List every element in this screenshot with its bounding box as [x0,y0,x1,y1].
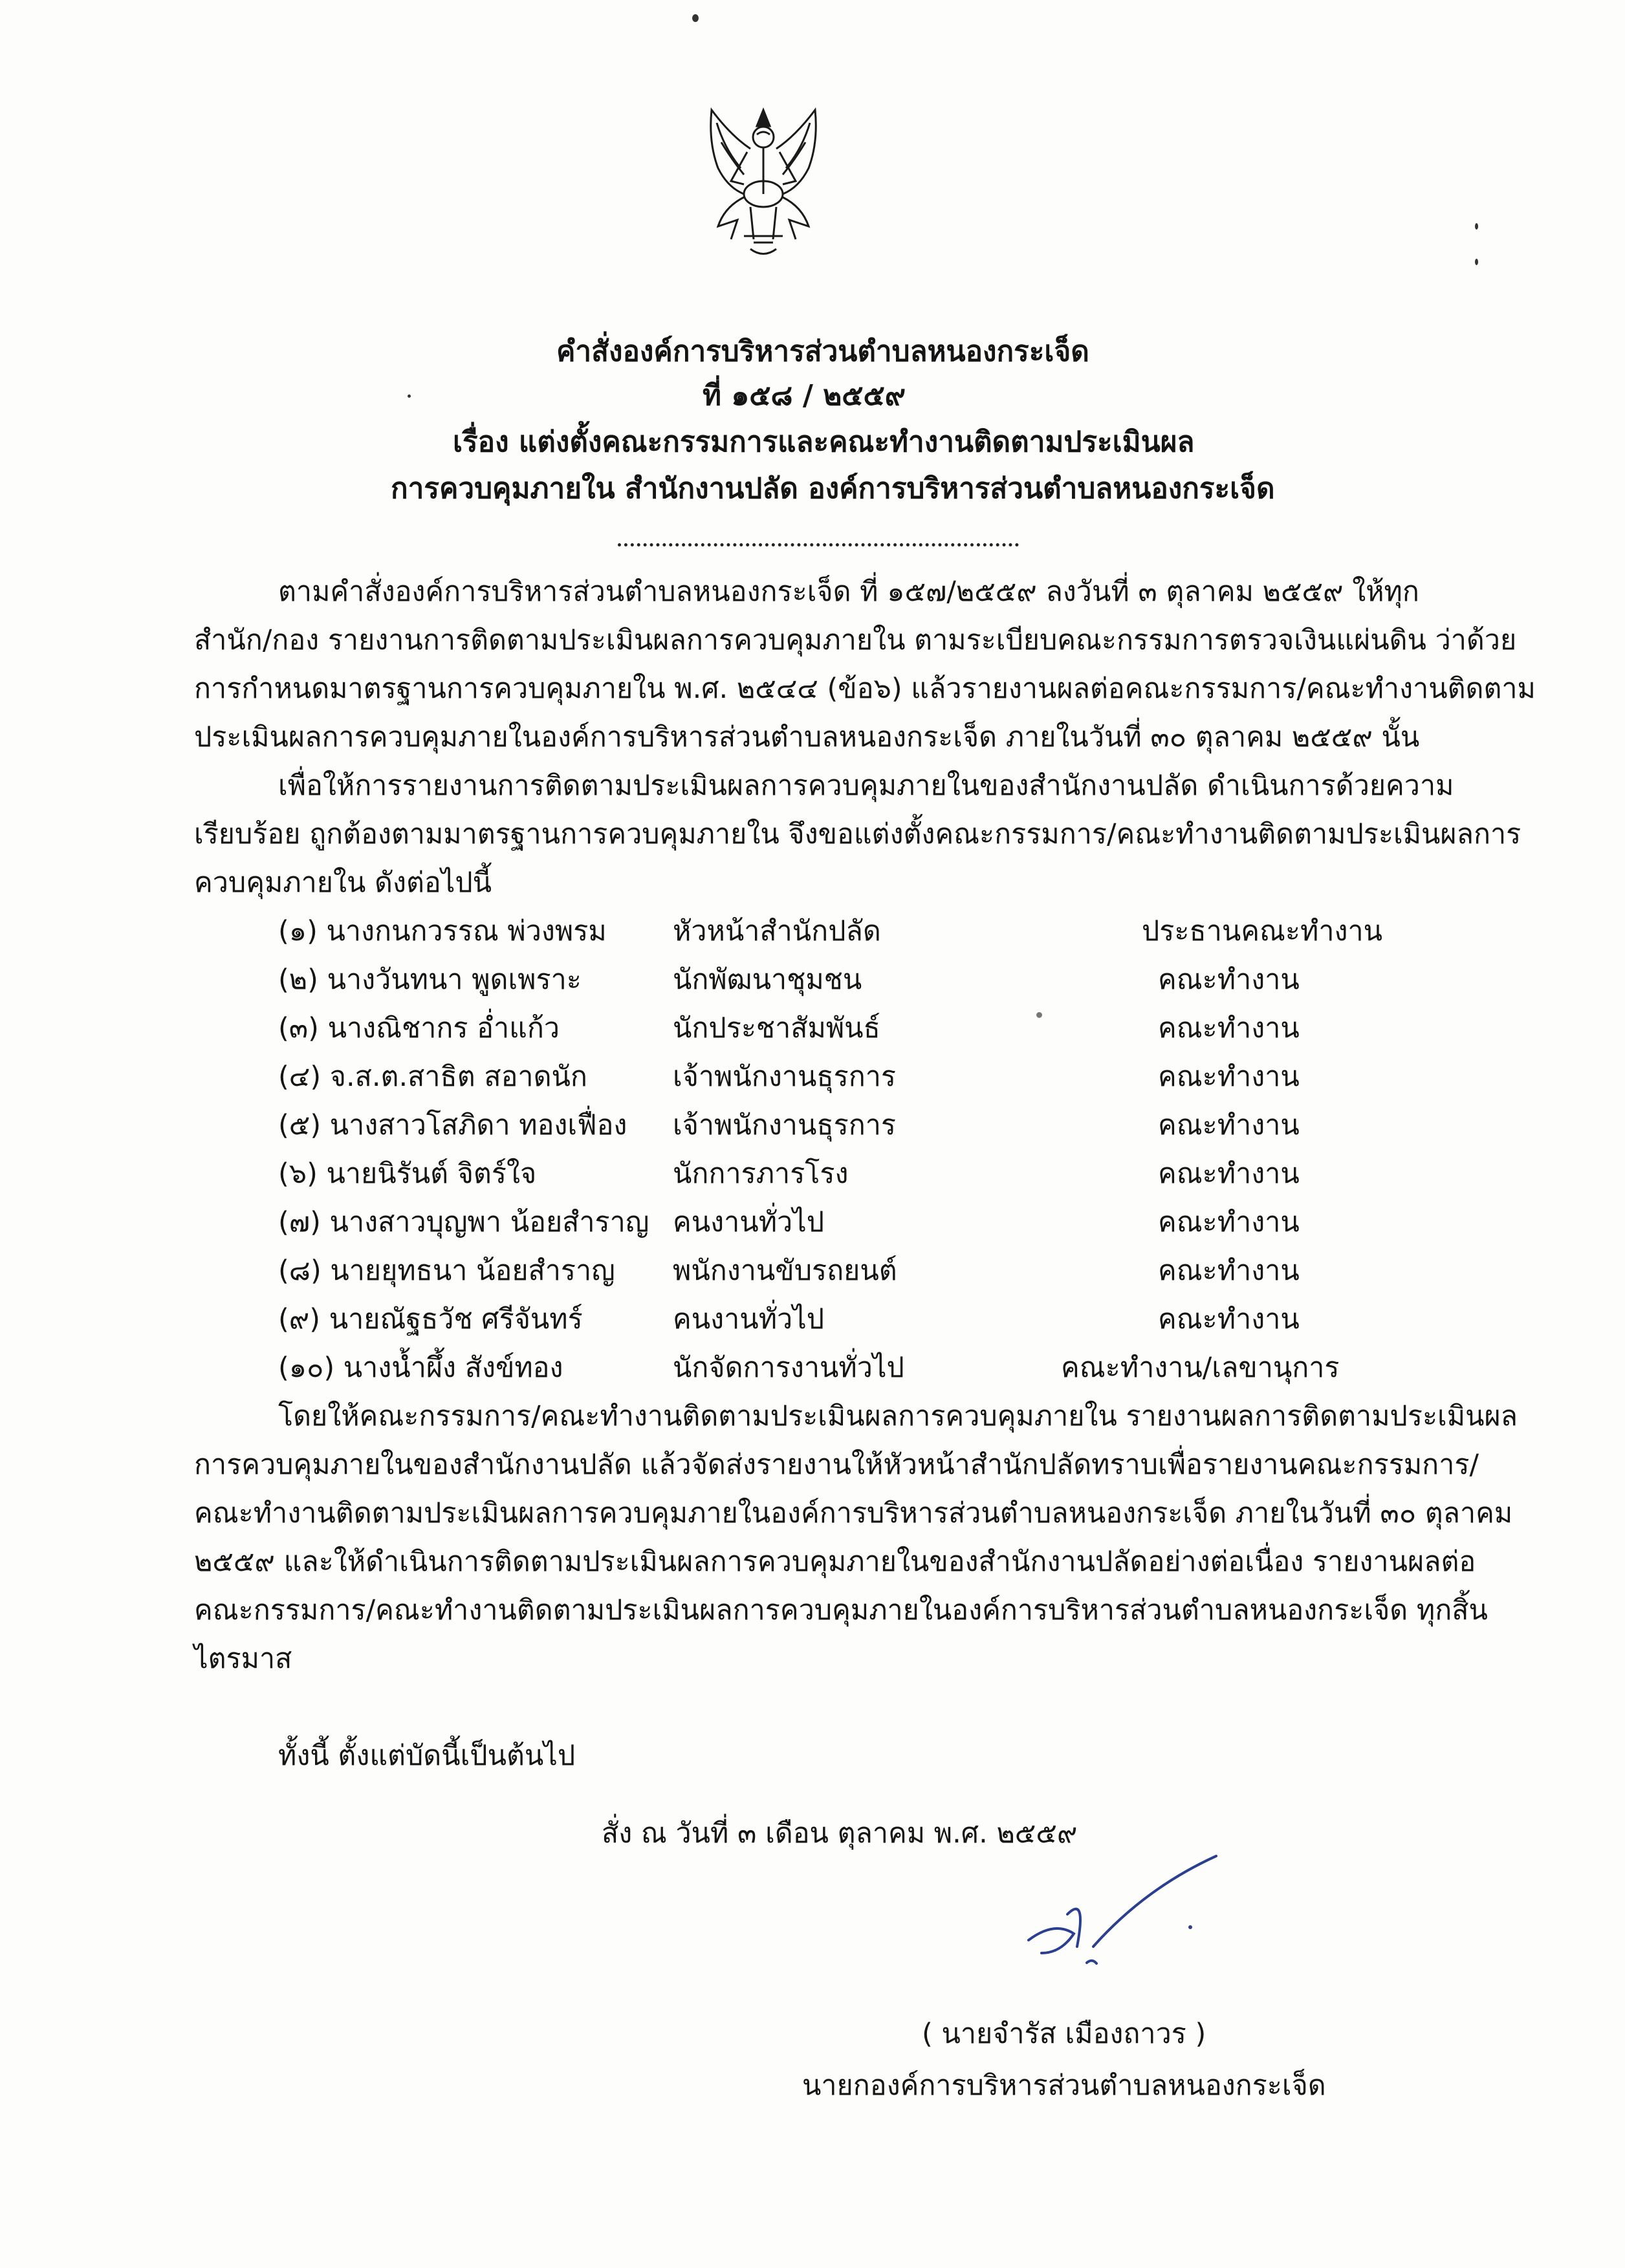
member-position: คนงานทั่วไป [673,1303,825,1335]
scan-speck [692,14,699,22]
paragraph-3-line-3: คณะทำงานติดตามประเมินผลการควบคุมภายในองค์การบริหารส่วนตำบลหนองกระเจ็ด ภายในวันที่ ๓๐ ตุลาคม [194,1497,1513,1529]
member-position: เจ้าพนักงานธุรการ [673,1109,896,1141]
member-name: (๑) นางกนกวรรณ พ่วงพรม [278,915,607,947]
member-name: (๓) นางณิชากร อ่ำแก้ว [278,1012,560,1044]
member-role: คณะทำงาน [1158,1255,1300,1287]
paragraph-1-line-3: การกำหนดมาตรฐานการควบคุมภายใน พ.ศ. ๒๕๔๔ (ข้อ๖) แล้วรายงานผลต่อคณะกรรมการ/คณะทำงานติดตาม [194,673,1536,705]
member-role: คณะทำงาน [1158,964,1300,996]
signatory-name: ( นายจำรัส เมืองถาวร ) [922,2018,1206,2050]
handwritten-signature [1016,1850,1236,1979]
member-role: คณะทำงาน [1158,1303,1300,1335]
member-role: คณะทำงาน [1158,1206,1300,1238]
scan-speck [1036,1012,1042,1018]
paragraph-1-line-1: ตามคำสั่งองค์การบริหารส่วนตำบลหนองกระเจ็ด ที่ ๑๕๗/๒๕๕๙ ลงวันที่ ๓ ตุลาคม ๒๕๕๙ ให้ทุก [278,576,1419,608]
order-subject-line-1: เรื่อง แต่งตั้งคณะกรรมการและคณะทำงานติดตามประเมินผล [453,426,1195,459]
order-number: ที่ ๑๕๘ / ๒๕๕๙ [703,379,906,412]
effective-statement: ทั้งนี้ ตั้งแต่บัดนี้เป็นต้นไป [278,1740,576,1772]
member-name: (๕) นางสาวโสภิดา ทองเฟื่อง [278,1109,627,1141]
scan-speck [408,394,411,398]
paragraph-2-line-1: เพื่อให้การรายงานการติดตามประเมินผลการควบคุมภายในของสำนักงานปลัด ดำเนินการด้วยความ [278,770,1454,802]
member-position: นักการภารโรง [673,1158,849,1190]
member-name: (๙) นายณัฐธวัช ศรีจันทร์ [278,1303,583,1335]
member-position: หัวหน้าสำนักปลัด [673,915,881,947]
paragraph-2-line-3: ควบคุมภายใน ดังต่อไปนี้ [194,867,492,899]
member-name: (๗) นางสาวบุญพา น้อยสำราญ [278,1206,649,1238]
member-name: (๒) นางวันทนา พูดเพราะ [278,964,582,996]
scan-speck [1475,259,1478,265]
paragraph-3-line-5: คณะกรรมการ/คณะทำงานติดตามประเมินผลการควบคุมภายในองค์การบริหารส่วนตำบลหนองกระเจ็ด ทุกสิ้น [194,1594,1488,1626]
scan-speck [1475,223,1478,230]
paragraph-1-line-2: สำนัก/กอง รายงานการติดตามประเมินผลการควบคุมภายใน ตามระเบียบคณะกรรมการตรวจเงินแผ่นดิน ว่าด้วย [194,624,1517,656]
member-role: คณะทำงาน [1158,1158,1300,1190]
member-role: คณะทำงาน [1158,1109,1300,1141]
member-role: คณะทำงาน/เลขานุการ [1061,1352,1340,1384]
paragraph-1-line-4: ประเมินผลการควบคุมภายในองค์การบริหารส่วนตำบลหนองกระเจ็ด ภายในวันที่ ๓๐ ตุลาคม ๒๕๕๙ นั้น [194,721,1420,753]
member-position: นักประชาสัมพันธ์ [673,1012,880,1044]
member-name: (๔) จ.ส.ต.สาธิต สอาดนัก [278,1061,587,1093]
paragraph-3-line-1: โดยให้คณะกรรมการ/คณะทำงานติดตามประเมินผลการควบคุมภายใน รายงานผลการติดตามประเมินผล [278,1400,1518,1432]
order-subject-line-2: การควบคุมภายใน สำนักงานปลัด องค์การบริหารส่วนตำบลหนองกระเจ็ด [391,472,1275,505]
order-issuer: คำสั่งองค์การบริหารส่วนตำบลหนองกระเจ็ด [556,335,1089,368]
paragraph-3-line-2: การควบคุมภายในของสำนักงานปลัด แล้วจัดส่งรายงานให้หัวหน้าสำนักปลัดทราบเพื่อรายงานคณะกรรมการ/ [194,1449,1479,1481]
member-position: นักจัดการงานทั่วไป [673,1352,904,1384]
paragraph-3-line-4: ๒๕๕๙ และให้ดำเนินการติดตามประเมินผลการควบคุมภายในของสำนักงานปลัดอย่างต่อเนื่อง รายงานผลต่อ [194,1546,1476,1578]
member-role: คณะทำงาน [1158,1012,1300,1044]
member-role: คณะทำงาน [1158,1061,1300,1093]
header-divider [618,543,1019,546]
member-name: (๖) นายนิรันต์ จิตร์ใจ [278,1158,537,1190]
member-position: เจ้าพนักงานธุรการ [673,1061,896,1093]
member-name: (๑๐) นางน้ำผึ้ง สังข์ทอง [278,1352,563,1384]
paragraph-3-line-6: ไตรมาส [194,1643,292,1675]
member-position: พนักงานขับรถยนต์ [673,1255,897,1287]
member-name: (๘) นายยุทธนา น้อยสำราญ [278,1255,615,1287]
paragraph-2-line-2: เรียบร้อย ถูกต้องตามมาตรฐานการควบคุมภายใน จึงขอแต่งตั้งคณะกรรมการ/คณะทำงานติดตามประเมินผลการ [194,818,1521,850]
member-position: นักพัฒนาชุมชน [673,964,862,996]
member-role: ประธานคณะทำงาน [1142,915,1383,947]
garuda-emblem-icon [679,97,847,265]
member-position: คนงานทั่วไป [673,1206,825,1238]
order-date: สั่ง ณ วันที่ ๓ เดือน ตุลาคม พ.ศ. ๒๕๕๙ [602,1817,1078,1850]
signatory-title: นายกองค์การบริหารส่วนตำบลหนองกระเจ็ด [802,2069,1326,2102]
